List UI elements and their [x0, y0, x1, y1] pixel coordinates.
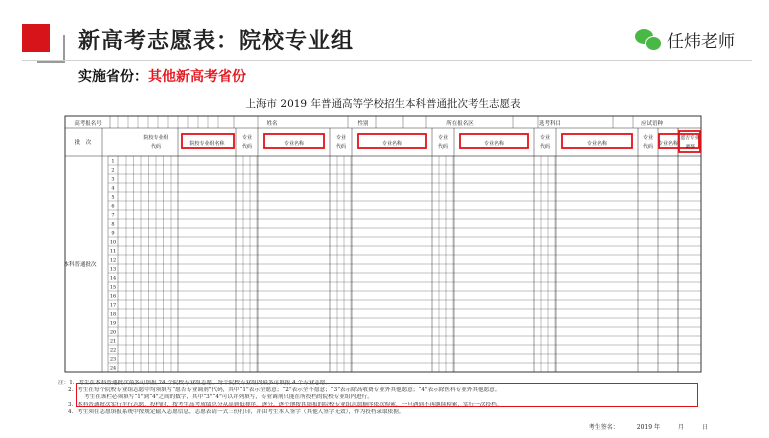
label-major-code-b: 代码 [539, 144, 551, 150]
label-major-code-a: 专业 [437, 135, 449, 141]
form-notes [58, 380, 708, 416]
row-number: 16 [109, 293, 117, 300]
row-number: 23 [109, 356, 117, 363]
label-name: 姓名 [266, 121, 278, 127]
sign-day: 日 [701, 424, 708, 431]
note-line [58, 380, 708, 387]
label-batch: 批 次 [74, 140, 92, 146]
row-number: 8 [111, 221, 115, 228]
label-major-name: 专业名称 [657, 141, 679, 147]
label-subjects: 选考科目 [538, 121, 562, 127]
row-number: 19 [109, 320, 117, 327]
label-major-name: 专业名称 [283, 141, 305, 147]
row-number: 18 [109, 311, 117, 318]
label-exam-no: 高考报名号 [74, 121, 102, 127]
slide-title: 新高考志愿表：院校专业组 [78, 29, 355, 54]
label-language: 应试语种 [640, 121, 664, 127]
label-batch-row: 本科普通批次 [63, 262, 97, 268]
brand [635, 27, 735, 52]
label-group-code-b: 代码 [150, 144, 162, 150]
row-number: 15 [109, 284, 117, 291]
row-number: 12 [109, 257, 117, 264]
row-number: 5 [111, 194, 115, 201]
row-number: 17 [109, 302, 117, 309]
wechat-icon [635, 29, 661, 51]
label-adjust-b: 调剂 [685, 145, 695, 150]
row-number: 14 [109, 275, 117, 282]
sign-year: 2019 年 [636, 424, 660, 431]
row-number: 13 [109, 266, 117, 273]
row-number: 20 [109, 329, 117, 336]
label-major-name: 专业名称 [483, 141, 505, 147]
row-number: 1 [111, 158, 115, 165]
note-1: 1．考生在本科普通批次最多可填报 24 个院校专业组志愿，每个院校专业组内最多可填报 4 个专业志愿。 [69, 380, 332, 386]
notes-label: 注： [58, 380, 70, 386]
row-number: 7 [111, 212, 115, 219]
row-number: 3 [111, 176, 115, 183]
form-table [58, 90, 708, 390]
label-major-code-a: 专业 [642, 135, 654, 141]
row-number: 21 [109, 338, 117, 345]
label-group-code-a: 院校专业组 [143, 135, 169, 141]
province-value: 其他新高考省份 [148, 69, 246, 85]
row-number: 24 [109, 365, 117, 372]
label-group-name: 院校专业组名称 [189, 141, 225, 147]
brand-name: 任炜老师 [667, 32, 735, 52]
application-form [58, 90, 708, 432]
header-divider [22, 60, 752, 61]
row-number: 2 [111, 167, 115, 174]
signature-line [58, 422, 708, 431]
label-district: 所在报名区 [446, 121, 474, 127]
row-number: 6 [111, 203, 115, 210]
label-major-code-b: 代码 [241, 144, 253, 150]
label-major-code-a: 专业 [335, 135, 347, 141]
decorative-gray-bracket [37, 35, 65, 63]
label-major-code-b: 代码 [437, 144, 449, 150]
province-label: 实施省份： [78, 69, 148, 85]
form-title: 上海市 2019 年普通高等学校招生本科普通批次考生志愿表 [245, 98, 521, 110]
note-4: 4．考生须在志愿填报系统中按规定输入志愿信息，志愿表请一式三份打印，并由考生本人签字（其他人签字无效），作为投档录取依据。 [68, 408, 405, 415]
row-number: 10 [109, 239, 117, 246]
note-3: 3．本科普通批次实行平行志愿，投档时，按考生高考成绩总分从高到低排序，逐分、逐个地按其填报的院校专业组志愿顺序依次检索，一旦遇到不再继续检索，实行一次投档。 [68, 401, 503, 408]
form-frame [65, 116, 701, 372]
label-major-code-b: 代码 [642, 144, 654, 150]
label-adjust-a: 愿否专业 [680, 136, 700, 141]
province-line [78, 66, 246, 86]
row-number: 11 [109, 248, 117, 255]
row-number: 22 [109, 347, 117, 354]
note-2-cont: 考生在该栏必须填写“1”到“4”之间的数字，其中“3”“4”可以并列填写，专业调剂只能在所投档的院校专业组内进行。 [84, 394, 373, 401]
label-major-name: 专业名称 [381, 141, 403, 147]
sign-month: 月 [677, 424, 684, 431]
label-major-code-a: 专业 [539, 135, 551, 141]
note-2: 2．考生在每个院校专业组志愿中均须填写“愿否专业调剂”代码，其中“1”表示全愿意；“2”表示全不愿意；“3”表示除高收费专业外其他愿意；“4”表示除医科专业外其他愿意。 [68, 387, 501, 394]
label-major-name: 专业名称 [586, 141, 608, 147]
label-gender: 性别 [357, 121, 369, 127]
row-number: 9 [111, 230, 115, 237]
label-major-code-b: 代码 [335, 144, 347, 150]
label-major-code-a: 专业 [241, 135, 253, 141]
signature-label: 考生签名： [588, 424, 619, 431]
row-number: 4 [111, 185, 115, 192]
